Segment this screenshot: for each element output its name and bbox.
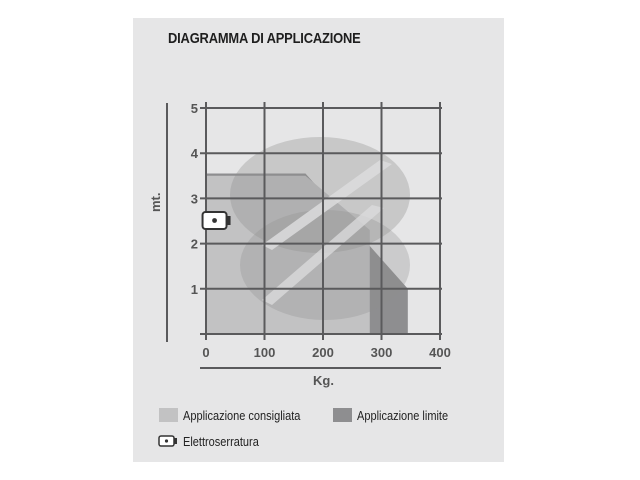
lock-icon — [158, 434, 178, 448]
gate-illustration — [230, 137, 410, 320]
x-tick-label: 400 — [429, 345, 451, 360]
y-tick-label: 3 — [190, 191, 198, 207]
x-tick-label: 300 — [370, 345, 393, 360]
x-tick-label: 200 — [312, 345, 334, 360]
legend-label-recommended: Applicazione consigliata — [183, 409, 301, 423]
x-tick-label: 100 — [253, 345, 276, 360]
y-axis-label: mt. — [148, 192, 163, 212]
x-axis-label: Kg. — [313, 373, 334, 388]
y-tick-label: 1 — [190, 281, 198, 297]
legend-label-lock: Elettroserratura — [183, 435, 259, 449]
legend-swatch-limit — [333, 408, 352, 422]
y-tick-label: 2 — [190, 236, 198, 252]
lock-marker-icon — [203, 212, 231, 229]
legend-swatch-recommended — [159, 408, 178, 422]
y-tick-label: 5 — [190, 101, 198, 116]
legend-label-limit: Applicazione limite — [357, 409, 449, 423]
x-tick-label: 0 — [202, 345, 210, 360]
diagram-title: DIAGRAMMA DI APPLICAZIONE — [168, 30, 361, 47]
y-tick-label: 4 — [190, 146, 198, 162]
